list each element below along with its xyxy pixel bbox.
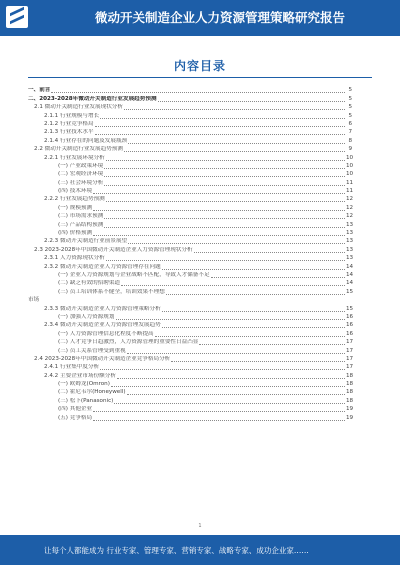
toc-entry-label: (一) 欧姆龙(Omron) bbox=[58, 381, 110, 388]
company-logo-icon bbox=[6, 6, 28, 28]
toc-entry-page: 16 bbox=[346, 330, 354, 337]
toc-entry-page: 5 bbox=[348, 112, 352, 119]
toc-entry[interactable] bbox=[28, 380, 352, 388]
toc-heading: 内容目录 bbox=[173, 59, 226, 73]
toc-leader-dots bbox=[100, 366, 345, 370]
toc-leader-dots bbox=[158, 98, 345, 102]
toc-entry[interactable] bbox=[28, 195, 352, 203]
toc-leader-dots bbox=[194, 249, 345, 253]
toc-entry-label: 2.4 2023-2028年中国微动开关制造企业竞争格局分析 bbox=[34, 355, 171, 362]
toc-entry[interactable] bbox=[28, 220, 352, 228]
toc-entry[interactable] bbox=[28, 120, 352, 128]
toc-entry-page: 10 bbox=[346, 171, 354, 178]
toc-entry-label: 2.3.4 微动开关制造企业人力资源管理发展趋势 bbox=[44, 322, 161, 329]
toc-entry-label: (二) 宏观经济环境 bbox=[58, 171, 104, 178]
toc-entry[interactable] bbox=[28, 329, 352, 337]
toc-entry-label: (一) 产业政策环境 bbox=[58, 162, 104, 169]
toc-leader-dots bbox=[104, 182, 345, 186]
toc-entry-page: 6 bbox=[348, 120, 352, 127]
toc-entry-page: 18 bbox=[346, 372, 354, 379]
toc-entry-page: 13 bbox=[346, 255, 354, 262]
toc-entry-label: 2.4.1 行业集中度分析 bbox=[44, 364, 100, 371]
toc-entry-label: 2.2.1 行业发展环境分析 bbox=[44, 154, 105, 161]
toc-entry-label: 2.3.2 微动开关制造企业人力资源管理存在问题 bbox=[44, 263, 161, 270]
toc-entry[interactable] bbox=[28, 287, 352, 295]
toc-entry-label: (三) 员工培训体系不健全，培训效果不理想 bbox=[58, 288, 165, 295]
toc-leader-dots bbox=[93, 417, 345, 421]
toc-entry-page: 18 bbox=[346, 397, 354, 404]
toc-entry-label: 2.2.2 行业发展趋势预测 bbox=[44, 196, 105, 203]
toc-leader-dots bbox=[95, 131, 345, 135]
toc-entry[interactable] bbox=[28, 162, 352, 170]
toc-leader-dots bbox=[121, 282, 345, 286]
toc-entry[interactable] bbox=[28, 128, 352, 136]
toc-entry[interactable] bbox=[28, 229, 352, 237]
toc-leader-dots bbox=[171, 358, 345, 362]
toc-entry-page: 16 bbox=[346, 322, 354, 329]
toc-leader-dots bbox=[93, 207, 345, 211]
toc-leader-dots bbox=[93, 190, 345, 194]
toc-entry-page: 14 bbox=[346, 271, 354, 278]
toc-entry-page: 18 bbox=[346, 389, 354, 396]
toc-entry-label: (三) 员工关系管理受到重视 bbox=[58, 347, 126, 354]
toc-entry-label: (四) 价格预测 bbox=[58, 230, 93, 237]
toc-entry-page: 17 bbox=[346, 364, 354, 371]
toc-entry-label: (二) 霍尼韦尔(Honeywell) bbox=[58, 389, 126, 396]
footer-slogan: 让每个人都能成为 行业专家、管理专家、营销专家、战略专家、成功企业家…… bbox=[44, 546, 309, 555]
toc-entry[interactable] bbox=[28, 170, 352, 178]
toc-entry-label: 2.4.2 主要企业市场份额分析 bbox=[44, 372, 116, 379]
toc-entry-page: 13 bbox=[346, 246, 354, 253]
toc-entry-label: (五) 竞争格局 bbox=[58, 414, 93, 421]
toc-entry[interactable] bbox=[28, 237, 352, 245]
toc-entry-page: 16 bbox=[346, 313, 354, 320]
toc-entry[interactable] bbox=[28, 111, 352, 119]
toc-entry-page: 12 bbox=[346, 196, 354, 203]
toc-leader-dots bbox=[104, 215, 345, 219]
toc-leader-dots bbox=[93, 408, 345, 412]
toc-leader-dots bbox=[104, 173, 345, 177]
toc-leader-dots bbox=[51, 89, 345, 93]
toc-entry[interactable] bbox=[28, 136, 352, 144]
toc-entry[interactable] bbox=[28, 279, 352, 287]
toc-leader-dots bbox=[128, 140, 345, 144]
toc-entry-page: 19 bbox=[346, 414, 354, 421]
toc-entry[interactable] bbox=[28, 363, 352, 371]
toc-entry-page: 17 bbox=[346, 347, 354, 354]
toc-entry-page: 12 bbox=[346, 204, 354, 211]
toc-leader-dots bbox=[116, 316, 346, 320]
toc-entry-page: 8 bbox=[348, 137, 352, 144]
toc-leader-dots bbox=[106, 257, 345, 261]
toc-entry[interactable] bbox=[28, 94, 352, 102]
toc-entry[interactable] bbox=[28, 396, 352, 404]
toc-entry-label: 二、2023-2028年微动开关制造行业发展趋势预测 bbox=[28, 95, 157, 102]
toc-entry-page: 5 bbox=[348, 87, 352, 94]
toc-entry-label: (三) 社会环境分析 bbox=[58, 179, 104, 186]
toc-entry[interactable] bbox=[28, 304, 352, 312]
toc-entry-page: 10 bbox=[346, 162, 354, 169]
toc-entry[interactable] bbox=[28, 413, 352, 421]
toc-leader-dots bbox=[199, 341, 345, 345]
toc-entry-label: 2.1.4 行业存在的问题及发展瓶颈 bbox=[44, 137, 128, 144]
toc-leader-dots bbox=[95, 123, 345, 127]
toc-leader-dots bbox=[124, 148, 345, 152]
toc-leader-dots bbox=[106, 198, 345, 202]
toc-entry[interactable] bbox=[28, 271, 352, 279]
page-number: 1 bbox=[198, 523, 202, 529]
header-bar bbox=[0, 0, 400, 36]
toc-leader-dots bbox=[128, 240, 345, 244]
toc-entry-page: 14 bbox=[346, 263, 354, 270]
toc-entry-label: (四) 技术环境 bbox=[58, 188, 93, 195]
toc-entry[interactable] bbox=[28, 254, 352, 262]
toc-leader-dots bbox=[114, 400, 345, 404]
toc-leader-dots bbox=[106, 157, 345, 161]
toc-leader-dots bbox=[104, 165, 345, 169]
toc-entry-label: (四) 其他企业 bbox=[58, 406, 93, 413]
toc-entry[interactable] bbox=[28, 212, 352, 220]
toc-entry-page: 10 bbox=[346, 154, 354, 161]
toc-leader-dots bbox=[93, 232, 345, 236]
toc-entry[interactable] bbox=[28, 355, 352, 363]
toc-entry[interactable] bbox=[28, 245, 352, 253]
toc-entry-page: 11 bbox=[346, 188, 354, 195]
toc-entry-label: 2.1.2 行业竞争格局 bbox=[44, 120, 94, 127]
toc-entry-label: 一、前言 bbox=[28, 87, 51, 94]
toc-leader-dots bbox=[162, 308, 345, 312]
toc-entry-label: (一) 规模预测 bbox=[58, 204, 93, 211]
toc-leader-dots bbox=[104, 224, 345, 228]
report-title: 微动开关制造企业人力资源管理策略研究报告 bbox=[94, 10, 345, 25]
toc-entry[interactable] bbox=[28, 321, 352, 329]
toc-entry-label: 2.2 微动开关制造行业发展趋势预测 bbox=[34, 146, 123, 153]
toc-entry-label: (一) 企业人力资源规划与企业战略不匹配，导致人才储备不足 bbox=[58, 271, 210, 278]
toc-leader-dots bbox=[162, 266, 345, 270]
table-of-contents bbox=[28, 86, 352, 422]
toc-entry[interactable] bbox=[28, 86, 352, 94]
toc-leader-dots bbox=[127, 350, 345, 354]
toc-entry-label: (二) 人才竞争日趋激烈，人力资源管理的重要性日益凸显 bbox=[58, 339, 199, 346]
toc-entry-page: 15 bbox=[346, 305, 354, 312]
toc-entry-label: 2.3.1 人力资源现状分析 bbox=[44, 255, 105, 262]
toc-entry[interactable] bbox=[28, 371, 352, 379]
toc-leader-dots bbox=[166, 291, 345, 295]
toc-entry-page: 5 bbox=[348, 95, 352, 102]
toc-entry-page: 7 bbox=[348, 129, 352, 136]
toc-entry-page: 18 bbox=[346, 381, 354, 388]
toc-leader-dots bbox=[211, 274, 345, 278]
toc-entry-label: 2.1.1 行业规模与增长 bbox=[44, 112, 100, 119]
toc-entry-page: 12 bbox=[346, 213, 354, 220]
footer-bar bbox=[0, 535, 400, 565]
toc-entry-label: 2.1 微动开关制造行业发展现状分析 bbox=[34, 104, 123, 111]
toc-entry-page: 19 bbox=[346, 406, 354, 413]
toc-entry[interactable] bbox=[28, 262, 352, 270]
toc-leader-dots bbox=[117, 375, 345, 379]
toc-entry-label: (三) 松下(Panasonic) bbox=[58, 397, 114, 404]
toc-entry-page: 13 bbox=[346, 221, 354, 228]
toc-entry-label: 2.3.3 微动开关制造企业人力资源管理策略分析 bbox=[44, 305, 161, 312]
toc-leader-dots bbox=[127, 391, 345, 395]
toc-entry-page: 11 bbox=[346, 179, 354, 186]
toc-entry[interactable] bbox=[28, 338, 352, 346]
toc-entry-label: (二) 缺乏有效的招聘渠道 bbox=[58, 280, 121, 287]
toc-entry-continuation: 市场 bbox=[28, 296, 40, 303]
toc-leader-dots bbox=[124, 106, 345, 110]
toc-entry-page: 13 bbox=[346, 230, 354, 237]
toc-entry-page: 5 bbox=[348, 104, 352, 111]
toc-entry[interactable] bbox=[28, 187, 352, 195]
toc-entry[interactable] bbox=[28, 153, 352, 161]
toc-entry[interactable] bbox=[28, 103, 352, 111]
toc-leader-dots bbox=[111, 383, 345, 387]
toc-entry-page: 13 bbox=[346, 238, 354, 245]
toc-entry[interactable] bbox=[28, 388, 352, 396]
toc-entry[interactable] bbox=[28, 203, 352, 211]
toc-entry-label: (一) 人力资源管理信息化程度不断提高 bbox=[58, 330, 154, 337]
toc-entry-label: 2.1.3 行业技术水平 bbox=[44, 129, 94, 136]
toc-entry-page: 15 bbox=[346, 288, 354, 295]
toc-entry-page: 17 bbox=[346, 355, 354, 362]
toc-entry-label: (一) 加强人力资源规划 bbox=[58, 313, 115, 320]
toc-divider bbox=[28, 77, 372, 78]
toc-leader-dots bbox=[155, 333, 345, 337]
toc-entry[interactable] bbox=[28, 178, 352, 186]
toc-leader-dots bbox=[162, 324, 345, 328]
toc-entry-label: 2.3 2023-2028年中国微动开关制造企业人力资源管理现状分析 bbox=[34, 246, 193, 253]
toc-entry[interactable] bbox=[28, 405, 352, 413]
toc-entry[interactable] bbox=[28, 145, 352, 153]
toc-entry-label: (二) 市场需求预测 bbox=[58, 213, 104, 220]
toc-entry-label: 2.2.3 微动开关制造行业前景展望 bbox=[44, 238, 128, 245]
toc-entry-label: (三) 产品结构预测 bbox=[58, 221, 104, 228]
toc-entry[interactable] bbox=[28, 313, 352, 321]
toc-entry-page: 17 bbox=[346, 339, 354, 346]
toc-entry-page: 14 bbox=[346, 280, 354, 287]
toc-entry-page: 9 bbox=[348, 146, 352, 153]
toc-entry[interactable] bbox=[28, 346, 352, 354]
toc-leader-dots bbox=[100, 115, 345, 119]
